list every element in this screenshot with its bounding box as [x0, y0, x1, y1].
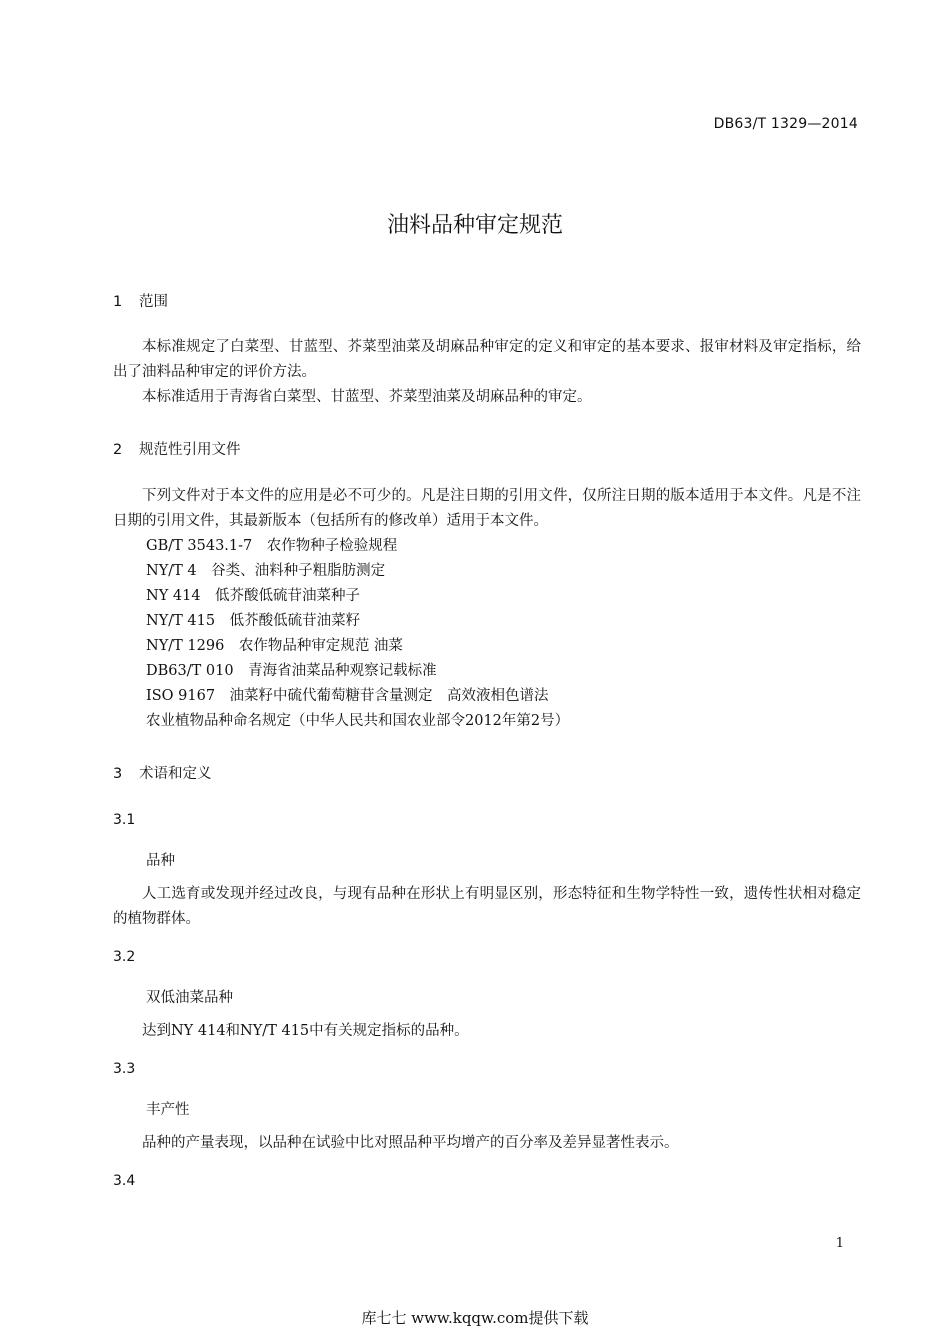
- term-definition: [113, 1131, 861, 1156]
- page-number: 1: [835, 1236, 844, 1251]
- document-title: 油料品种审定规范: [386, 213, 563, 238]
- reference-item: NY/T 4 谷类、油料种子粗脂肪测定: [146, 563, 386, 579]
- section-2-intro: [113, 484, 861, 534]
- paragraph: 本标准规定了白菜型、甘蓝型、芥菜型油菜及胡麻品种审定的定义和审定的基本要求、报审材料及审定指标，给出了油料品种审定的评价方法。: [113, 339, 861, 380]
- reference-item: ISO 9167 油菜籽中硫代葡萄糖苷含量测定 高效液相色谱法: [146, 688, 549, 704]
- section-3-title: 术语和定义: [139, 766, 212, 782]
- term-name: 双低油菜品种: [146, 990, 233, 1006]
- section-1-number: 1: [113, 294, 123, 310]
- term-number: 3.4: [113, 1173, 136, 1189]
- term-number: 3.2: [113, 949, 136, 965]
- reference-item: DB63/T 010 青海省油菜品种观察记载标准: [146, 663, 437, 679]
- paragraph: 本标准适用于青海省白菜型、甘蓝型、芥菜型油菜及胡麻品种的审定。: [142, 389, 592, 405]
- download-footer: 库七七 www.kqqw.com提供下载: [361, 1309, 589, 1327]
- term-definition: [113, 882, 861, 932]
- section-2-number: 2: [113, 442, 123, 458]
- document-number: DB63/T 1329—2014: [713, 116, 858, 132]
- section-1-heading: [113, 290, 168, 311]
- paragraph: 下列文件对于本文件的应用是必不可少的。凡是注日期的引用文件，仅所注日期的版本适用于本文件。凡是不注日期的引用文件，其最新版本（包括所有的修改单）适用于本文件。: [113, 488, 861, 529]
- section-2-heading: [113, 438, 241, 459]
- reference-item: NY 414 低芥酸低硫苷油菜种子: [146, 588, 361, 604]
- reference-item: NY/T 415 低芥酸低硫苷油菜籽: [146, 613, 361, 629]
- term-definition: [113, 1019, 861, 1044]
- term-number: 3.3: [113, 1061, 136, 1077]
- section-2-title: 规范性引用文件: [139, 442, 241, 458]
- term-name: 品种: [146, 853, 175, 869]
- paragraph: 品种的产量表现，以品种在试验中比对照品种平均增产的百分率及差异显著性表示。: [142, 1135, 679, 1151]
- term-name: 丰产性: [146, 1102, 190, 1118]
- section-1-body: [113, 335, 861, 410]
- section-1-title: 范围: [139, 294, 168, 310]
- section-3-number: 3: [113, 766, 123, 782]
- reference-item: GB/T 3543.1-7 农作物种子检验规程: [146, 538, 398, 554]
- term-number: 3.1: [113, 812, 136, 828]
- reference-item: 农业植物品种命名规定（中华人民共和国农业部令2012年第2号）: [146, 713, 570, 729]
- reference-item: NY/T 1296 农作物品种审定规范 油菜: [146, 638, 403, 654]
- paragraph: 人工选育或发现并经过改良，与现有品种在形状上有明显区别，形态特征和生物学特性一致，遗传性状相对稳定的植物群体。: [113, 886, 861, 927]
- section-3-heading: [113, 762, 212, 783]
- paragraph: 达到NY 414和NY/T 415中有关规定指标的品种。: [142, 1023, 469, 1039]
